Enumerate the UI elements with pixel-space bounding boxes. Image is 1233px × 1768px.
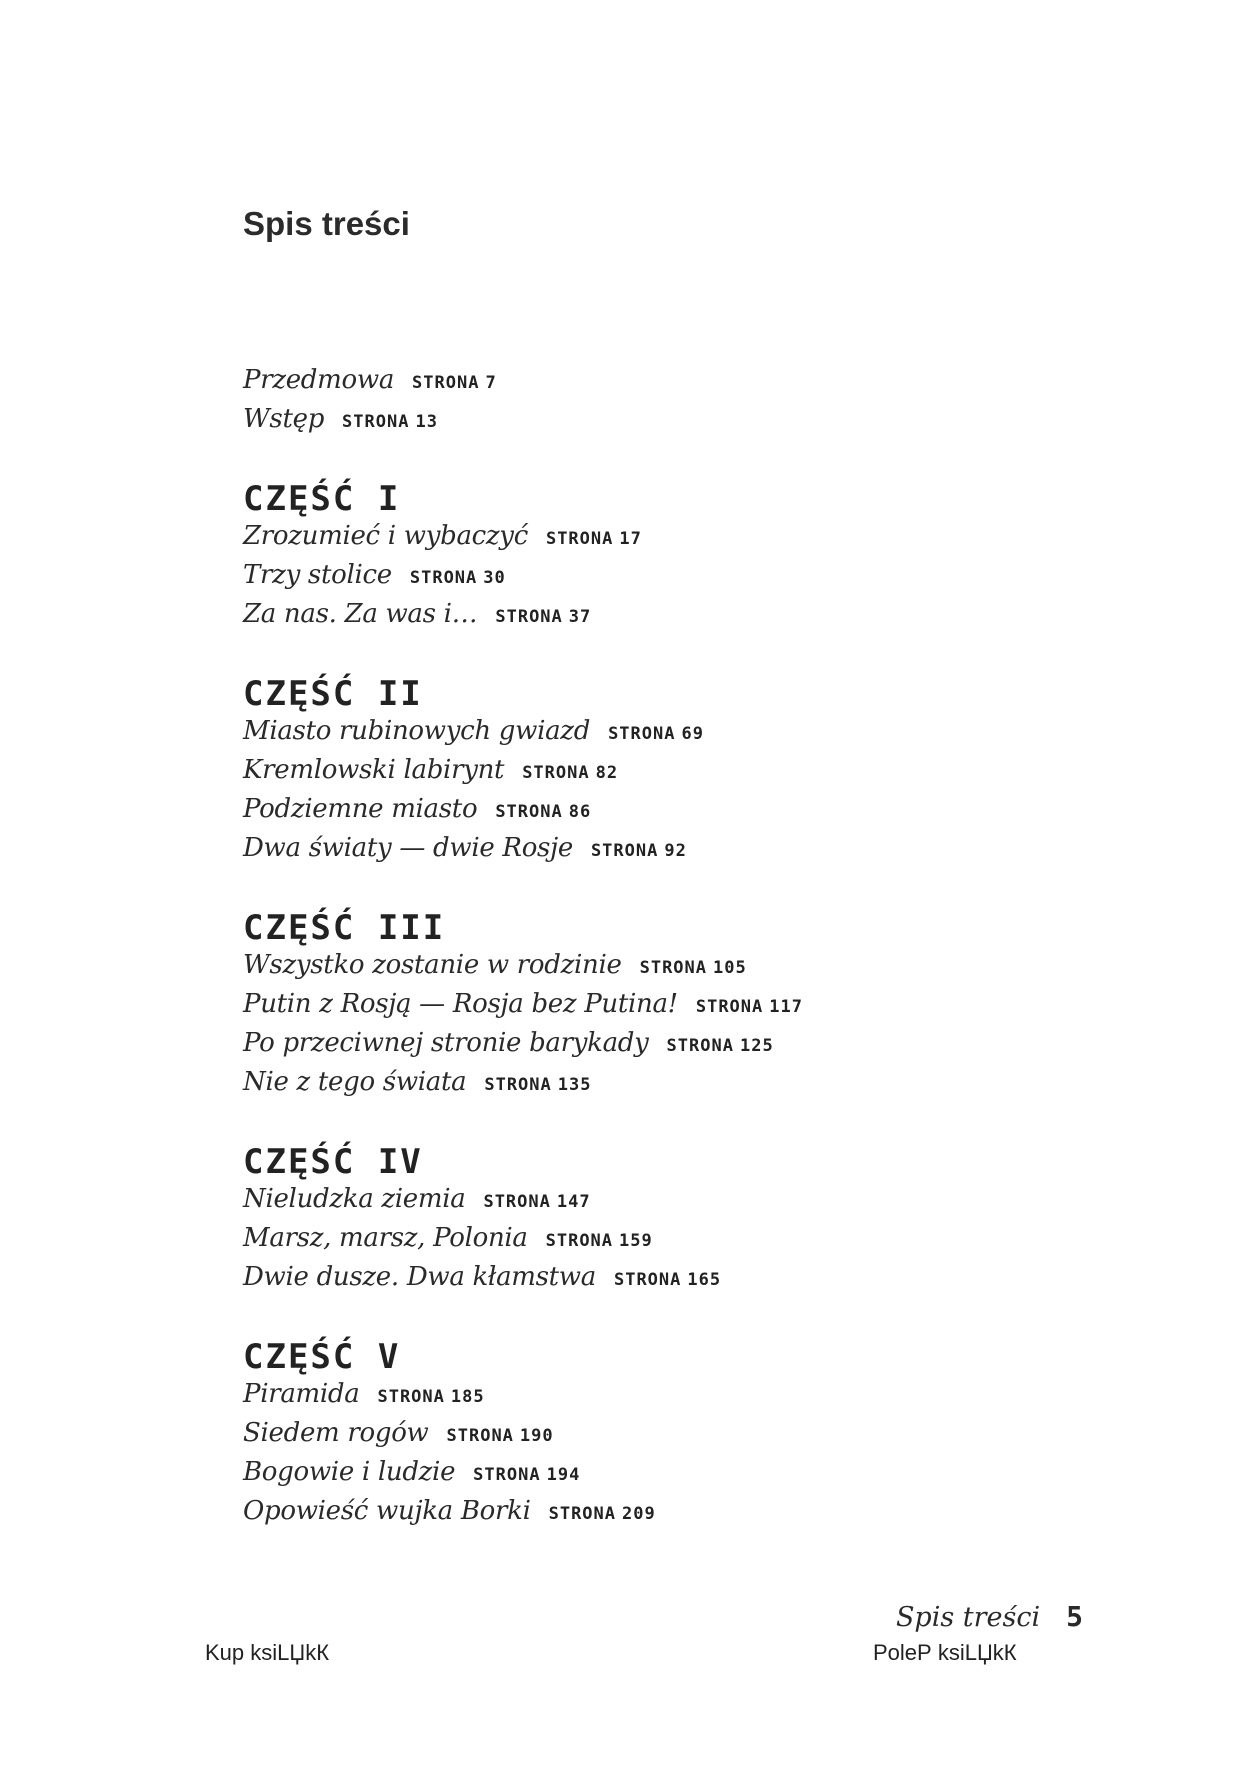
toc-entry xyxy=(243,1067,1143,1106)
toc-entry-title: Za nas. Za was i… xyxy=(243,599,478,629)
toc-entry-title: Kremlowski labirynt xyxy=(243,755,505,785)
toc-entry-title: Po przeciwnej stronie barykady xyxy=(243,1028,649,1058)
toc-entry-title: Dwie dusze. Dwa kłamstwa xyxy=(243,1262,596,1292)
toc-entry-title: Siedem rogów xyxy=(243,1418,429,1448)
toc-entry-page: STRONA 17 xyxy=(545,529,642,549)
toc-entry-page: STRONA 92 xyxy=(590,841,687,861)
running-head xyxy=(896,1600,1083,1633)
toc-entry xyxy=(243,989,1143,1028)
toc-entry xyxy=(243,1184,1143,1223)
toc-entry-page: STRONA 190 xyxy=(446,1426,554,1446)
toc-entry-page: STRONA 209 xyxy=(548,1504,656,1524)
part-heading: CZĘŚĆ III xyxy=(243,908,446,948)
toc-entry xyxy=(243,1418,1143,1457)
toc-entry-page: STRONA 117 xyxy=(695,997,803,1017)
toc-entry-title: Zrozumieć i wybaczyć xyxy=(243,521,528,551)
toc-entry-title: Podziemne miasto xyxy=(243,794,478,824)
toc-entry-page: STRONA 165 xyxy=(613,1270,722,1290)
table-of-contents xyxy=(243,365,1143,1535)
running-head-title: Spis treści xyxy=(895,1602,1041,1633)
toc-entry xyxy=(243,716,1143,755)
toc-entry xyxy=(243,599,1143,638)
recommend-book-link[interactable]: PoleР ksiLЏkК xyxy=(873,1640,1017,1665)
toc-entry-page: STRONA 37 xyxy=(495,607,592,627)
toc-entry-title: Trzy stolice xyxy=(243,560,392,590)
toc-entry xyxy=(243,950,1143,989)
toc-entry-title: Bogowie i ludzie xyxy=(243,1457,456,1487)
toc-entry xyxy=(243,1496,1143,1535)
toc-entry-title: Wszystko zostanie w rodzinie xyxy=(243,950,622,980)
toc-entry xyxy=(243,1379,1143,1418)
toc-entry-page: STRONA 7 xyxy=(412,373,497,393)
toc-entry-title: Dwa światy — dwie Rosje xyxy=(243,833,573,863)
toc-entry xyxy=(243,404,1143,443)
toc-entry-title: Marsz, marsz, Polonia xyxy=(243,1223,528,1253)
toc-entry xyxy=(243,365,1143,404)
toc-entry xyxy=(243,794,1143,833)
toc-entry-page: STRONA 13 xyxy=(342,412,438,432)
toc-entry xyxy=(243,755,1143,794)
toc-entry xyxy=(243,521,1143,560)
toc-entry-title: Miasto rubinowych gwiazd xyxy=(243,716,591,746)
toc-entry-page: STRONA 105 xyxy=(639,958,747,978)
toc-entry-page: STRONA 147 xyxy=(483,1192,591,1212)
toc-entry-title: Przedmowa xyxy=(243,365,395,395)
toc-entry xyxy=(243,560,1143,599)
toc-entry xyxy=(243,833,1143,872)
buy-book-link[interactable]: Kup ksiLЏkК xyxy=(205,1640,330,1665)
part-heading: CZĘŚĆ I xyxy=(243,479,401,519)
toc-entry-title: Nie z tego świata xyxy=(243,1067,467,1097)
page-title: Spis treści xyxy=(243,205,410,242)
toc-entry-page: STRONA 159 xyxy=(545,1231,653,1251)
toc-entry-title: Opowieść wujka Borki xyxy=(243,1496,531,1526)
toc-entry-page: STRONA 194 xyxy=(473,1465,581,1485)
toc-entry-page: STRONA 185 xyxy=(377,1387,485,1407)
part-heading: CZĘŚĆ IV xyxy=(243,1142,423,1182)
part-heading: CZĘŚĆ II xyxy=(243,674,423,714)
toc-entry-page: STRONA 86 xyxy=(495,802,592,822)
toc-entry xyxy=(243,1028,1143,1067)
toc-entry-page: STRONA 30 xyxy=(409,568,506,588)
toc-entry xyxy=(243,1223,1143,1262)
part-heading: CZĘŚĆ V xyxy=(243,1337,401,1377)
toc-entry-page: STRONA 82 xyxy=(522,763,619,783)
page-number: 5 xyxy=(1066,1600,1083,1633)
toc-entry xyxy=(243,1457,1143,1496)
toc-entry-title: Piramida xyxy=(243,1379,360,1409)
toc-entry-title: Putin z Rosją — Rosja bez Putina! xyxy=(243,989,678,1019)
toc-entry xyxy=(243,1262,1143,1301)
toc-entry-title: Wstęp xyxy=(243,404,325,434)
toc-entry-page: STRONA 69 xyxy=(608,724,704,744)
toc-entry-page: STRONA 125 xyxy=(666,1036,774,1056)
toc-entry-title: Nieludzka ziemia xyxy=(243,1184,466,1214)
toc-entry-page: STRONA 135 xyxy=(484,1075,592,1095)
